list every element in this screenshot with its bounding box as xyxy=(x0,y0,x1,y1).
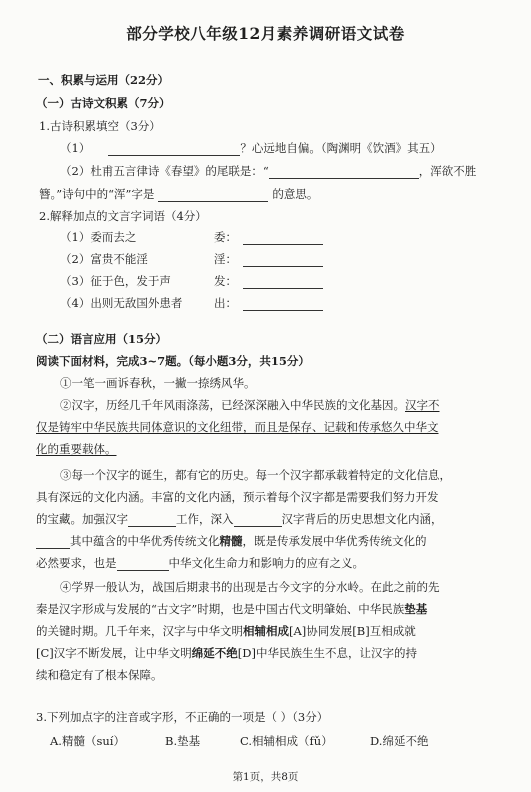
item-text: 出则无敌国外患者 xyxy=(90,296,183,310)
dotted-word: 精髓 xyxy=(219,534,243,548)
page-footer: 第1页，共8页 xyxy=(232,771,299,783)
paragraph-1: ①一笔一画诉春秋，一撇一捺绣风华。 xyxy=(60,376,256,390)
q1-line1 xyxy=(60,141,442,156)
p4-text: 秦是汉字形成与发展的“古文字”时期，也是中国古代文明肇始、中华民族 xyxy=(36,602,405,616)
paragraph-3-line2: 具有深远的文化内涵。丰富的文化内涵，预示着每个汉字都是需要我们努力开发 xyxy=(36,490,439,504)
q3-option-c[interactable]: C.相辅相成（fǔ） xyxy=(240,734,333,748)
paragraph-4-line3 xyxy=(36,624,416,639)
page-title: 部分学校八年级12月素养调研语文试卷 xyxy=(126,24,405,43)
answer-blank[interactable] xyxy=(234,515,282,527)
p3-text: ，既是传承发展中华优秀传统文化的 xyxy=(242,534,427,548)
q2-answer xyxy=(214,274,323,289)
q3-option-b[interactable]: B.垫基 xyxy=(165,734,201,748)
q1-line3-a: 簪。”诗句中的“浑”字是 xyxy=(39,187,155,201)
item-text: 富贵不能淫 xyxy=(90,252,148,266)
p3-text: 汉字背后的历史思想文化内涵， xyxy=(281,512,443,526)
q3-stem: 3.下列加点字的注音或字形，不正确的一项是（ ）（3分） xyxy=(36,710,329,724)
q1-line2-text: （2）杜甫五言律诗《春望》的尾联是：“ xyxy=(60,164,269,178)
q2-answer xyxy=(214,230,323,245)
paragraph-4-line5: 续和稳定有了根本保障。 xyxy=(36,668,163,682)
reading-instruction: 阅读下面材料，完成3~7题。（每小题3分，共15分） xyxy=(36,354,310,368)
answer-blank[interactable] xyxy=(128,515,176,527)
paragraph-4-line2 xyxy=(36,602,427,617)
paragraph-3-line4 xyxy=(36,534,427,549)
item-key: 淫： xyxy=(214,252,237,266)
paragraph-3-line3 xyxy=(36,512,443,527)
item-num: （2） xyxy=(60,252,91,266)
p3-text: 必然要求，也是 xyxy=(36,556,117,570)
dotted-word: 绵延不绝 xyxy=(191,646,238,660)
paragraph-3-line5 xyxy=(36,556,364,571)
item-num: （4） xyxy=(60,296,91,310)
underlined-sentence: 汉字不 xyxy=(405,398,440,412)
answer-blank[interactable] xyxy=(36,537,70,549)
item-text: 征于色，发于声 xyxy=(90,274,171,288)
paragraph-3-line1: ③每一个汉字的诞生，都有它的历史。每一个汉字都承载着特定的文化信息， xyxy=(60,468,451,482)
q2-answer xyxy=(214,296,323,311)
answer-blank[interactable] xyxy=(108,144,240,156)
answer-blank[interactable] xyxy=(117,559,169,571)
paragraph-2-line1 xyxy=(60,398,440,413)
answer-blank[interactable] xyxy=(243,277,323,289)
p4-text: [C]汉字不断发展，让中华文明 xyxy=(36,646,192,660)
q1-line3 xyxy=(39,187,318,202)
q1-line1-num: （1） xyxy=(60,141,91,155)
q1-line2 xyxy=(60,164,476,179)
section2-heading: （二）语言应用（15分） xyxy=(36,332,168,346)
paragraph-4-line4 xyxy=(36,646,417,661)
p3-text: 中华文化生命力和影响力的应有之义。 xyxy=(168,556,364,570)
answer-blank[interactable] xyxy=(243,233,323,245)
q3-option-d[interactable]: D.绵延不绝 xyxy=(370,734,429,748)
answer-blank[interactable] xyxy=(158,190,268,202)
item-key: 委： xyxy=(214,230,237,244)
item-num: （3） xyxy=(60,274,91,288)
answer-blank[interactable] xyxy=(243,299,323,311)
q1-line1-text: ？心远地自偏。（陶渊明《饮酒》其五） xyxy=(240,141,442,155)
q1-line3-b: 的意思。 xyxy=(272,187,319,201)
p4-text: [D]中华民族生生不息，让汉字的持 xyxy=(237,646,417,660)
p2-text: ②汉字，历经几千年风雨涤荡，已经深深融入中华民族的文化基因。 xyxy=(60,398,405,412)
p4-text: [A]协同发展[B]互相成就 xyxy=(289,624,416,638)
q2-item xyxy=(60,296,182,311)
item-key: 发： xyxy=(214,274,237,288)
paragraph-4-line1: ④学界一般认为，战国后期隶书的出现是古今文字的分水岭。在此之前的先 xyxy=(60,580,440,594)
p3-text: 其中蕴含的中华优秀传统文化 xyxy=(70,534,220,548)
q2-stem: 2.解释加点的文言字词语（4分） xyxy=(39,209,207,223)
item-num: （1） xyxy=(60,230,91,244)
q1-line2-tail: ，浑欲不胜 xyxy=(418,164,477,178)
sub1-heading: （一）古诗文积累（7分） xyxy=(36,96,171,110)
section1-heading: 一、积累与运用（22分） xyxy=(38,73,170,87)
item-text: 委而去之 xyxy=(90,230,137,244)
item-key: 出： xyxy=(214,296,237,310)
underlined-sentence: 化的重要载体。 xyxy=(36,442,117,456)
underlined-sentence: 仅是铸牢中华民族共同体意识的文化纽带，而且是保存、记载和传承悠久中华文 xyxy=(36,420,439,434)
q2-item xyxy=(60,274,171,289)
p3-text: 工作，深入 xyxy=(176,512,234,526)
q3-option-a[interactable]: A.精髓（suí） xyxy=(50,734,125,748)
p4-text: 的关键时期。几千年来，汉字与中华文明 xyxy=(36,624,243,638)
answer-blank[interactable] xyxy=(269,167,419,179)
p3-text: 的宝藏。加强汉字 xyxy=(36,512,128,526)
answer-blank[interactable] xyxy=(243,255,323,267)
dotted-word: 相辅相成 xyxy=(243,624,289,638)
dotted-word: 垫基 xyxy=(404,602,428,616)
q2-item xyxy=(60,230,136,245)
q2-answer xyxy=(214,252,323,267)
q2-item xyxy=(60,252,148,267)
q1-stem: 1.古诗积累填空（3分） xyxy=(39,119,161,133)
